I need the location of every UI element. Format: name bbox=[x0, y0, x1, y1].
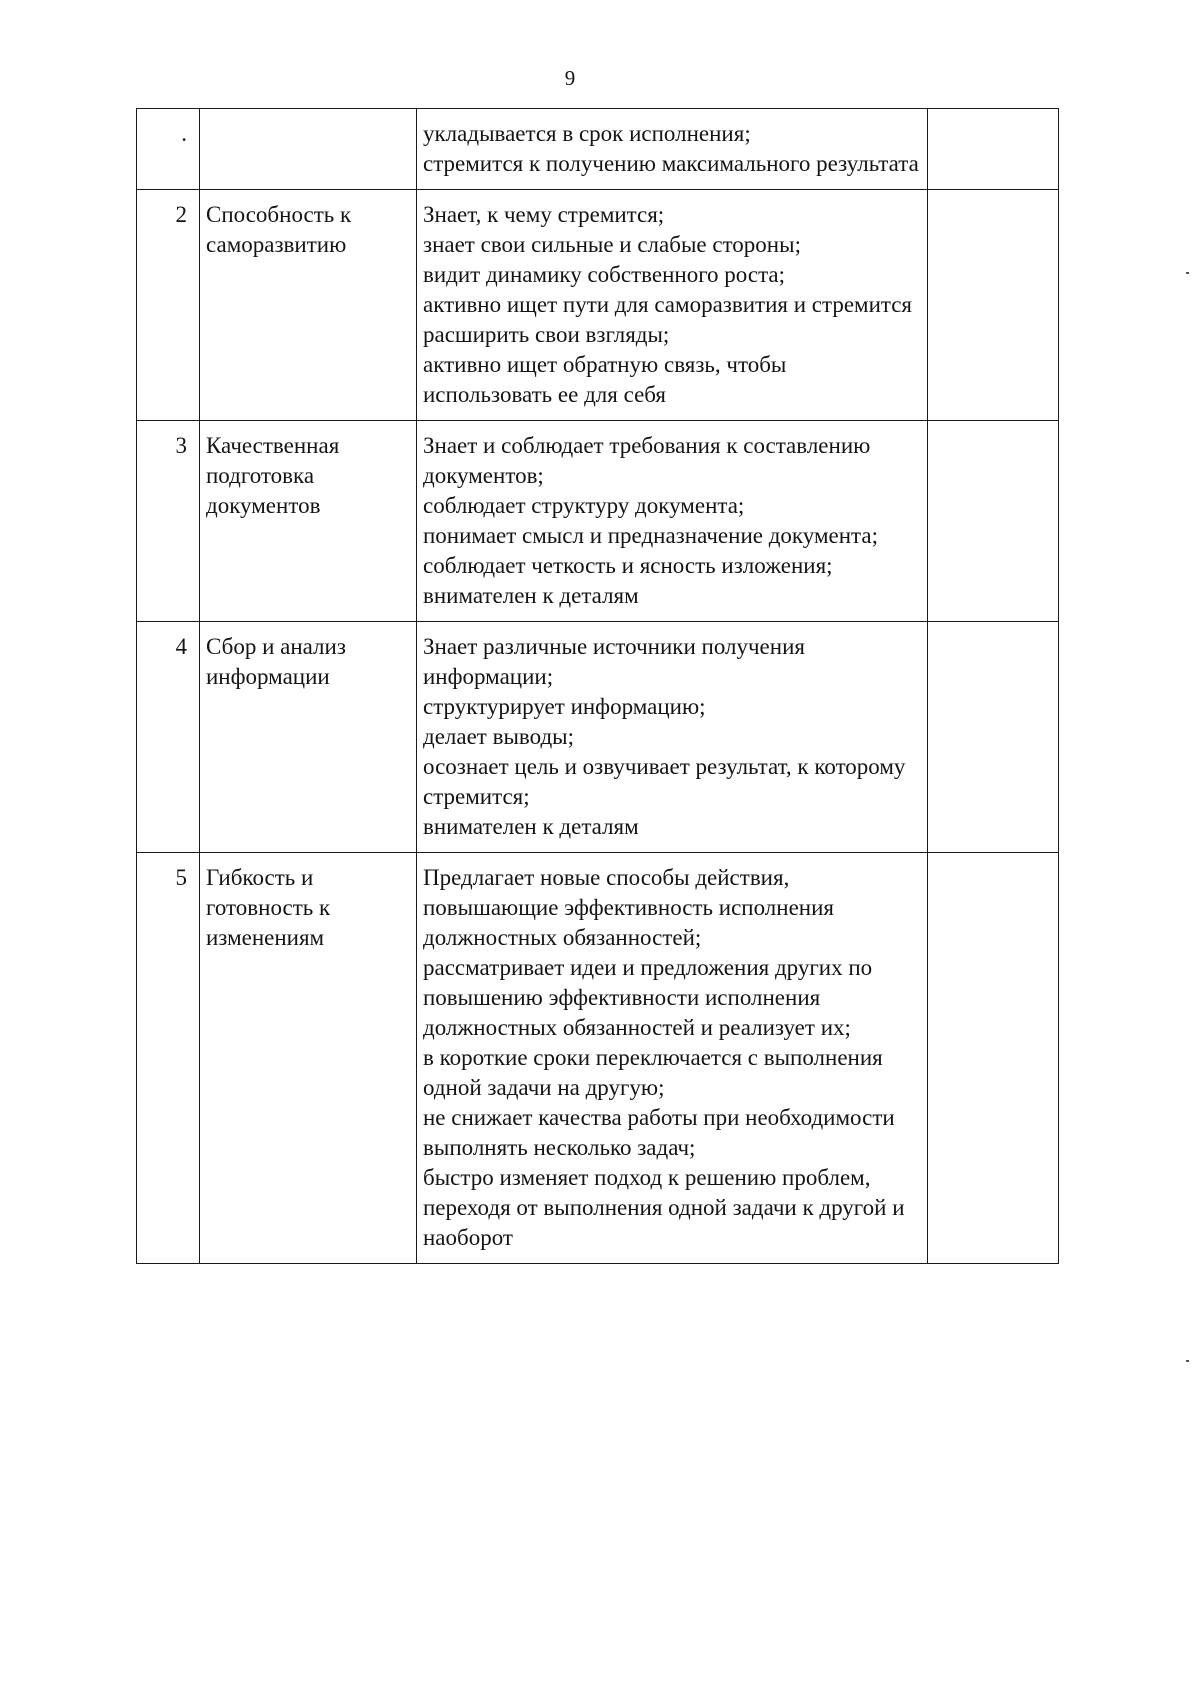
row-number-cell: 5 bbox=[137, 853, 200, 1264]
criteria-table bbox=[136, 108, 1059, 1264]
scan-speck bbox=[1186, 1360, 1189, 1362]
scan-speck bbox=[1186, 272, 1189, 274]
criterion-description-cell bbox=[417, 109, 928, 190]
row-number-cell: . bbox=[137, 109, 200, 190]
table-row bbox=[137, 622, 1059, 853]
mark-cell bbox=[928, 190, 1059, 421]
criterion-description-cell bbox=[417, 421, 928, 622]
row-number-cell: 4 bbox=[137, 622, 200, 853]
mark-cell bbox=[928, 622, 1059, 853]
criterion-description: укладывается в срок исполнения; стремится к получению максимального результата bbox=[423, 121, 919, 176]
table-row bbox=[137, 853, 1059, 1264]
row-number-cell: 3 bbox=[137, 421, 200, 622]
page-number: 9 bbox=[564, 66, 576, 90]
criterion-description-cell bbox=[417, 853, 928, 1264]
criterion-description-cell bbox=[417, 190, 928, 421]
criterion-name-cell: Способность к саморазвитию bbox=[200, 190, 417, 421]
mark-cell bbox=[928, 109, 1059, 190]
criterion-description: Знает, к чему стремится; знает свои сильные и слабые стороны; видит динамику собственного роста; активно ищет пути для саморазвития и стремится расширить свои взгляды; активно ищет обратную связь, чтобы использовать ее для себя bbox=[423, 202, 913, 407]
mark-cell bbox=[928, 421, 1059, 622]
mark-cell bbox=[928, 853, 1059, 1264]
criterion-description: Знает и соблюдает требования к составлению документов; соблюдает структуру документа; понимает смысл и предназначение документа; соблюдает четкость и ясность изложения; внимателен к деталям bbox=[423, 433, 878, 608]
criterion-name-cell bbox=[200, 109, 417, 190]
table-row bbox=[137, 109, 1059, 190]
criterion-name-cell: Качественная подготовка документов bbox=[200, 421, 417, 622]
table-row bbox=[137, 190, 1059, 421]
criterion-name-cell: Гибкость и готовность к изменениям bbox=[200, 853, 417, 1264]
criterion-name-cell: Сбор и анализ информации bbox=[200, 622, 417, 853]
criterion-description: Предлагает новые способы действия, повышающие эффективность исполнения должностных обязанностей; рассматривает идеи и предложения других по повышению эффективности исполнения должностных обязанностей и реализует их; в короткие сроки переключается с выполнения одной задачи на другую; не снижает качества работы при необходимости выполнять несколько задач; быстро изменяет подход к решению проблем, переходя от выполнения одной задачи к другой и наоборот bbox=[423, 865, 905, 1250]
table-row bbox=[137, 421, 1059, 622]
row-number-cell: 2 bbox=[137, 190, 200, 421]
criterion-description: Знает различные источники получения информации; структурирует информацию; делает выводы; осознает цель и озвучивает результат, к которому стремится; внимателен к деталям bbox=[423, 634, 906, 839]
criterion-description-cell bbox=[417, 622, 928, 853]
